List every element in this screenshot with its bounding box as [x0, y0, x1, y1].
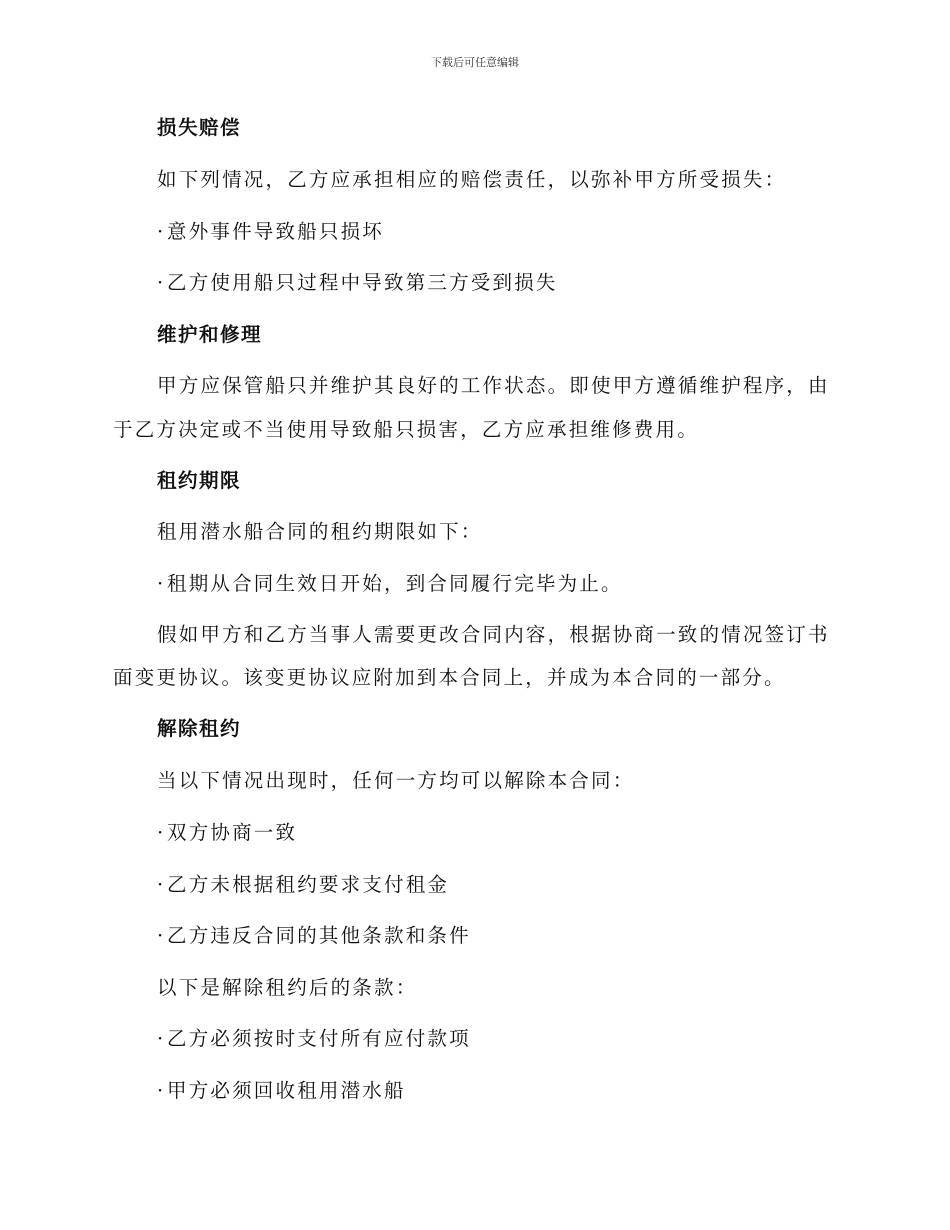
list-item [157, 873, 449, 897]
list-item-text: 乙方未根据租约要求支付租金 [167, 873, 450, 896]
list-item [157, 1027, 471, 1051]
bullet-glyph: · [157, 924, 166, 947]
list-item-text: 租期从合同生效日开始，到合同履行完毕为止。 [167, 572, 623, 595]
bullet-glyph: · [157, 873, 166, 896]
bullet-glyph: · [157, 572, 166, 595]
page-header: 下载后可任意编辑 [431, 56, 519, 69]
list-item [157, 924, 471, 948]
bullet-glyph: · [157, 821, 166, 844]
list-item-text: 甲方必须回收租用潜水船 [167, 1079, 406, 1102]
heading-maintenance: 维护和修理 [157, 323, 263, 346]
bullet-glyph: · [157, 1079, 166, 1102]
paragraph-line: 甲方应保管船只并维护其良好的工作状态。即使甲方遵循维护程序，由 [157, 374, 830, 397]
list-item-text: 双方协商一致 [167, 821, 298, 844]
paragraph: 如下列情况，乙方应承担相应的赔偿责任，以弥补甲方所受损失： [157, 168, 787, 191]
paragraph-line: 假如甲方和乙方当事人需要更改合同内容，根据协商一致的情况签订书 [157, 623, 830, 646]
list-item-text: 乙方违反合同的其他条款和条件 [167, 924, 471, 947]
list-item [157, 821, 297, 845]
list-item-text: 乙方使用船只过程中导致第三方受到损失 [167, 271, 558, 294]
heading-termination: 解除租约 [157, 717, 242, 740]
list-item-text: 乙方必须按时支付所有应付款项 [167, 1027, 471, 1050]
paragraph: 以下是解除租约后的条款： [157, 976, 418, 999]
list-item-text: 意外事件导致船只损坏 [167, 220, 385, 243]
list-item [157, 271, 558, 295]
list-item [157, 220, 384, 244]
list-item [157, 1079, 406, 1103]
bullet-glyph: · [157, 1027, 166, 1050]
heading-term: 租约期限 [157, 469, 242, 492]
paragraph: 租用潜水船合同的租约期限如下： [157, 520, 483, 543]
heading-compensation: 损失赔偿 [157, 116, 242, 139]
paragraph: 当以下情况出现时，任何一方均可以解除本合同： [157, 769, 635, 792]
list-item [157, 572, 623, 596]
paragraph-line: 面变更协议。该变更协议应附加到本合同上，并成为本合同的一部分。 [113, 666, 786, 689]
paragraph-line: 于乙方决定或不当使用导致船只损害，乙方应承担维修费用。 [113, 418, 699, 441]
bullet-glyph: · [157, 220, 166, 243]
bullet-glyph: · [157, 271, 166, 294]
